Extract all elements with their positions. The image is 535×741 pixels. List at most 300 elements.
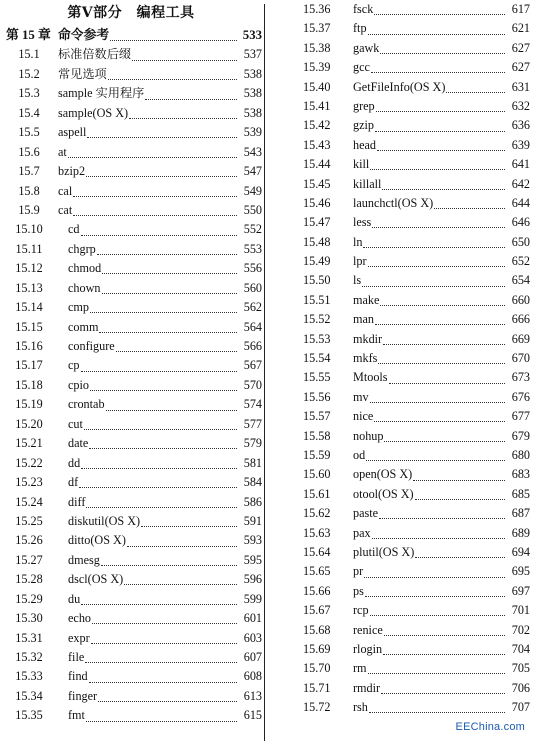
leader-dots	[73, 188, 237, 197]
section-title: open(OS X)	[353, 467, 413, 482]
section-title: ps	[353, 583, 364, 598]
page-number: 574	[243, 397, 262, 412]
section-title: ln	[353, 234, 363, 249]
section-number: 15.63	[303, 525, 331, 540]
section-number: 15.16	[15, 339, 43, 353]
section-title: at	[58, 144, 67, 159]
section-title: less	[353, 215, 372, 230]
section-number: 15.25	[15, 513, 43, 528]
section-title: launchctl(OS X)	[353, 195, 434, 210]
watermark: EEChina.com	[455, 721, 525, 733]
toc-entry	[270, 271, 530, 290]
toc-entry	[0, 220, 262, 239]
page-number: 584	[243, 475, 262, 490]
page-number: 687	[511, 506, 530, 521]
toc-entry	[270, 582, 530, 601]
toc-entry	[0, 512, 262, 531]
toc-entry	[0, 259, 262, 278]
section-title: mkdir	[353, 331, 383, 346]
toc-entry	[0, 473, 262, 492]
chapter-title: 命令参考	[58, 28, 110, 42]
section-number: 15.66	[303, 583, 331, 598]
leader-dots	[371, 64, 505, 73]
toc-entry	[270, 194, 530, 213]
section-number: 15.71	[303, 680, 331, 695]
leader-dots	[375, 123, 505, 132]
section-title: otool(OS X)	[353, 486, 414, 501]
page-number: 680	[511, 447, 530, 462]
leader-dots	[362, 278, 505, 287]
section-title: configure	[68, 339, 115, 353]
page-number: 591	[243, 513, 262, 528]
toc-entry	[0, 104, 262, 123]
toc-entry	[0, 415, 262, 434]
toc-entry	[270, 446, 530, 465]
toc-entry	[0, 493, 262, 512]
toc-entry	[270, 524, 530, 543]
section-title: dscl(OS X)	[68, 572, 124, 587]
page-number: 677	[511, 409, 530, 424]
section-number: 15.47	[303, 215, 331, 230]
leader-dots	[389, 375, 505, 384]
page-number: 654	[511, 273, 530, 288]
leader-dots	[102, 265, 237, 274]
page-number: 562	[243, 300, 262, 315]
toc-entry	[0, 648, 262, 667]
page-number: 705	[511, 661, 530, 676]
toc-entry	[0, 84, 262, 103]
leader-dots	[145, 91, 237, 100]
leader-dots	[381, 685, 505, 694]
page-number: 632	[511, 98, 530, 113]
section-number: 15.21	[15, 436, 43, 451]
section-number: 15.45	[303, 176, 331, 191]
page-number: 673	[511, 370, 530, 385]
toc-entry	[270, 388, 530, 407]
toc-entry	[270, 427, 530, 446]
page-number: 617	[511, 2, 530, 16]
section-number: 15.57	[303, 409, 331, 424]
page-number: 579	[243, 436, 262, 451]
part-title: 第Ⅴ部分 编程工具	[67, 6, 195, 21]
leader-dots	[369, 704, 505, 713]
toc-entry	[270, 39, 530, 58]
section-title: chmod	[68, 261, 102, 276]
section-title: ls	[353, 273, 362, 288]
leader-dots	[91, 635, 237, 644]
toc-entry	[270, 485, 530, 504]
leader-dots	[79, 479, 237, 488]
leader-dots	[368, 258, 505, 267]
leader-dots	[73, 207, 237, 216]
section-title: cp	[68, 358, 80, 373]
page-number: 553	[243, 241, 262, 256]
leader-dots	[81, 363, 237, 372]
toc-entry	[270, 679, 530, 698]
section-title: diff	[68, 494, 86, 509]
page-number: 689	[511, 525, 530, 540]
toc-entry	[270, 659, 530, 678]
section-number: 15.48	[303, 234, 331, 249]
page-number: 621	[511, 21, 530, 36]
section-title: ftp	[353, 21, 367, 36]
leader-dots	[127, 538, 237, 547]
page-number: 607	[243, 650, 262, 664]
section-title: ditto(OS X)	[68, 533, 126, 548]
section-number: 15.31	[15, 630, 43, 645]
section-title: 常见选项	[58, 66, 107, 81]
section-number: 15.8	[18, 183, 40, 198]
toc-entry	[270, 97, 530, 116]
section-title: cpio	[68, 377, 89, 392]
section-title: du	[68, 591, 81, 606]
toc-entry	[270, 621, 530, 640]
leader-dots	[376, 103, 505, 112]
section-title: find	[68, 669, 88, 684]
section-number: 15.13	[15, 280, 43, 295]
page-number: 627	[511, 60, 530, 75]
section-number: 15.69	[303, 641, 331, 656]
leader-dots	[124, 576, 237, 585]
page-number: 702	[511, 622, 530, 637]
page-number: 679	[511, 428, 530, 443]
page-number: 683	[511, 467, 530, 482]
page-number: 631	[511, 79, 530, 94]
page-number: 581	[243, 455, 262, 470]
toc-entry	[0, 551, 262, 570]
section-number: 15.68	[303, 622, 331, 637]
section-number: 15.1	[18, 47, 40, 62]
section-title: mv	[353, 389, 369, 404]
section-number: 15.52	[303, 312, 331, 327]
leader-dots	[68, 149, 237, 158]
section-number: 15.20	[15, 416, 43, 431]
page-number: 706	[511, 680, 530, 695]
section-number: 15.54	[303, 351, 331, 366]
page-number: 670	[511, 351, 530, 366]
page-number: 537	[243, 47, 262, 62]
section-title: kill	[353, 157, 370, 172]
section-number: 15.22	[15, 455, 43, 470]
leader-dots	[375, 316, 505, 325]
leader-dots	[368, 665, 505, 674]
section-title: file	[68, 650, 85, 664]
section-number: 15.3	[18, 86, 40, 101]
section-number: 15.55	[303, 370, 331, 385]
section-number: 15.30	[15, 611, 43, 626]
leader-dots	[368, 26, 505, 35]
toc-entry	[270, 698, 530, 717]
page-number: 538	[243, 105, 262, 120]
toc-entry	[0, 45, 262, 64]
toc-entry	[270, 252, 530, 271]
page-number: 695	[511, 564, 530, 579]
toc-entry	[0, 318, 262, 337]
section-title: cmp	[68, 300, 89, 315]
page-number: 666	[511, 312, 530, 327]
page-number: 599	[243, 591, 262, 606]
section-number: 15.5	[18, 125, 40, 140]
toc-entry	[0, 240, 262, 259]
page-number: 564	[243, 319, 262, 334]
toc-entry	[0, 570, 262, 589]
section-number: 15.2	[18, 66, 40, 81]
section-title: fsck	[353, 2, 374, 16]
toc-entry	[270, 465, 530, 484]
section-number: 15.39	[303, 60, 331, 75]
page-number: 704	[511, 641, 530, 656]
section-number: 15.4	[18, 105, 40, 120]
toc-entry	[270, 504, 530, 523]
leader-dots	[374, 6, 505, 15]
section-title: dmesg	[68, 552, 100, 567]
leader-dots	[97, 246, 237, 255]
toc-entry	[270, 58, 530, 77]
section-number: 15.17	[15, 358, 43, 373]
leader-dots	[81, 227, 237, 236]
section-title: expr	[68, 630, 90, 645]
toc-entry	[270, 19, 530, 38]
page-number: 650	[511, 234, 530, 249]
leader-dots	[141, 518, 237, 527]
section-title: chown	[68, 280, 101, 295]
section-number: 15.36	[303, 2, 331, 16]
leader-dots	[110, 32, 237, 41]
leader-dots	[101, 557, 237, 566]
section-title: lpr	[353, 254, 367, 269]
toc-entry	[0, 629, 262, 648]
section-title: aspell	[58, 125, 87, 140]
section-title: rm	[353, 661, 367, 676]
leader-dots	[89, 674, 237, 683]
section-title: GetFileInfo(OS X)	[353, 79, 446, 94]
leader-dots	[132, 52, 237, 61]
section-number: 15.56	[303, 389, 331, 404]
section-number: 15.23	[15, 475, 43, 490]
section-number: 15.6	[18, 144, 40, 159]
section-title: diskutil(OS X)	[68, 513, 141, 528]
section-title: head	[353, 137, 377, 152]
leader-dots	[372, 530, 505, 539]
section-title: gcc	[353, 60, 370, 75]
section-title: nice	[353, 409, 374, 424]
toc-entry	[0, 531, 262, 550]
page-number: 538	[243, 66, 262, 81]
page-number: 550	[243, 202, 262, 217]
leader-dots	[81, 596, 237, 605]
section-title: date	[68, 436, 89, 451]
section-number: 15.11	[15, 241, 43, 256]
section-title: rcp	[353, 603, 369, 618]
section-number: 15.53	[303, 331, 331, 346]
leader-dots	[378, 355, 505, 364]
section-number: 15.19	[15, 397, 43, 412]
toc-left-column	[0, 0, 262, 726]
section-number: 15.50	[303, 273, 331, 288]
section-number: 15.29	[15, 591, 43, 606]
toc-right-column	[270, 0, 530, 717]
toc-entry	[270, 330, 530, 349]
section-number: 15.40	[303, 79, 331, 94]
leader-dots	[370, 607, 505, 616]
leader-dots	[383, 336, 505, 345]
toc-entry	[270, 562, 530, 581]
section-number: 15.72	[303, 700, 331, 715]
section-number: 15.41	[303, 98, 331, 113]
section-number: 15.49	[303, 254, 331, 269]
leader-dots	[106, 402, 237, 411]
page-number: 566	[243, 339, 262, 353]
leader-dots	[415, 549, 505, 558]
chapter-number: 第 15 章	[6, 28, 51, 42]
toc-entry	[0, 706, 262, 725]
page-number: 552	[243, 222, 262, 237]
section-title: grep	[353, 98, 375, 113]
leader-dots	[81, 460, 237, 469]
section-number: 15.10	[15, 222, 43, 237]
section-title: od	[353, 447, 366, 462]
section-title: comm	[68, 319, 99, 334]
toc-entry	[270, 175, 530, 194]
toc-entry	[270, 0, 530, 19]
page-number: 543	[243, 144, 262, 159]
leader-dots	[86, 499, 237, 508]
page-number: 601	[243, 611, 262, 626]
section-title: rlogin	[353, 641, 383, 656]
leader-dots	[384, 433, 505, 442]
page-number: 539	[243, 125, 262, 140]
section-number: 15.70	[303, 661, 331, 676]
section-number: 15.18	[15, 377, 43, 392]
section-title: nohup	[353, 428, 384, 443]
section-number: 15.44	[303, 157, 331, 172]
toc-entry	[0, 376, 262, 395]
section-title: cal	[58, 183, 73, 198]
leader-dots	[365, 588, 505, 597]
leader-dots	[372, 219, 505, 228]
leader-dots	[364, 569, 505, 578]
section-number: 15.65	[303, 564, 331, 579]
section-number: 15.37	[303, 21, 331, 36]
section-title: man	[353, 312, 374, 327]
page-number: 642	[511, 176, 530, 191]
toc-entry	[0, 667, 262, 686]
section-number: 15.43	[303, 137, 331, 152]
page-number: 694	[511, 544, 530, 559]
leader-dots	[98, 693, 237, 702]
leader-dots	[90, 382, 237, 391]
toc-entry	[0, 279, 262, 298]
page-number: 596	[243, 572, 262, 587]
section-number: 15.15	[15, 319, 43, 334]
page-number: 627	[511, 40, 530, 55]
leader-dots	[366, 452, 505, 461]
page-number: 660	[511, 292, 530, 307]
section-number: 15.59	[303, 447, 331, 462]
section-number: 15.51	[303, 292, 331, 307]
section-title: gawk	[353, 40, 380, 55]
leader-dots	[380, 45, 505, 54]
section-title: crontab	[68, 397, 105, 412]
section-title: killall	[353, 176, 382, 191]
section-number: 15.9	[18, 202, 40, 217]
page-number: 593	[243, 533, 262, 548]
leader-dots	[446, 84, 505, 93]
toc-entry	[270, 407, 530, 426]
toc-entry	[270, 349, 530, 368]
section-number: 15.67	[303, 603, 331, 618]
section-number: 15.46	[303, 195, 331, 210]
page-number: 701	[511, 603, 530, 618]
toc-entry	[0, 298, 262, 317]
section-number: 15.24	[15, 494, 43, 509]
section-title: chgrp	[68, 241, 96, 256]
section-number: 15.27	[15, 552, 43, 567]
page-number: 586	[243, 494, 262, 509]
section-number: 15.62	[303, 506, 331, 521]
toc-entry	[270, 233, 530, 252]
leader-dots	[370, 394, 505, 403]
section-number: 15.32	[15, 650, 43, 664]
leader-dots	[85, 654, 237, 663]
section-number: 15.34	[15, 688, 43, 703]
section-number: 15.14	[15, 300, 43, 315]
section-title: Mtools	[353, 370, 388, 385]
leader-dots	[383, 646, 505, 655]
leader-dots	[87, 129, 237, 138]
leader-dots	[370, 161, 505, 170]
leader-dots	[84, 421, 237, 430]
section-number: 15.61	[303, 486, 331, 501]
toc-entry	[0, 123, 262, 142]
toc-entry	[0, 201, 262, 220]
section-title: bzip2	[58, 164, 86, 179]
toc-entry	[270, 368, 530, 387]
page-number: 636	[511, 118, 530, 133]
chapter-page: 533	[242, 28, 262, 42]
leader-dots	[363, 239, 505, 248]
page-number: 652	[511, 254, 530, 269]
section-number: 15.64	[303, 544, 331, 559]
page-number: 556	[243, 261, 262, 276]
page-number: 570	[243, 377, 262, 392]
section-title: cut	[68, 416, 83, 431]
toc-entry	[270, 310, 530, 329]
page-number: 669	[511, 331, 530, 346]
toc-entry	[270, 543, 530, 562]
toc-entry	[0, 687, 262, 706]
section-number: 15.7	[18, 164, 40, 179]
leader-dots	[129, 110, 237, 119]
section-title: df	[68, 475, 79, 490]
section-title: make	[353, 292, 380, 307]
leader-dots	[99, 324, 237, 333]
page-number: 577	[243, 416, 262, 431]
section-title: cd	[68, 222, 80, 237]
page-number: 641	[511, 157, 530, 172]
leader-dots	[374, 413, 505, 422]
leader-dots	[116, 343, 237, 352]
leader-dots	[384, 627, 505, 636]
leader-dots	[86, 168, 237, 177]
leader-dots	[434, 200, 505, 209]
toc-entry	[0, 454, 262, 473]
section-title: cat	[58, 202, 73, 217]
section-title: fmt	[68, 708, 85, 723]
leader-dots	[382, 181, 505, 190]
section-title: finger	[68, 688, 98, 703]
page-number: 697	[511, 583, 530, 598]
